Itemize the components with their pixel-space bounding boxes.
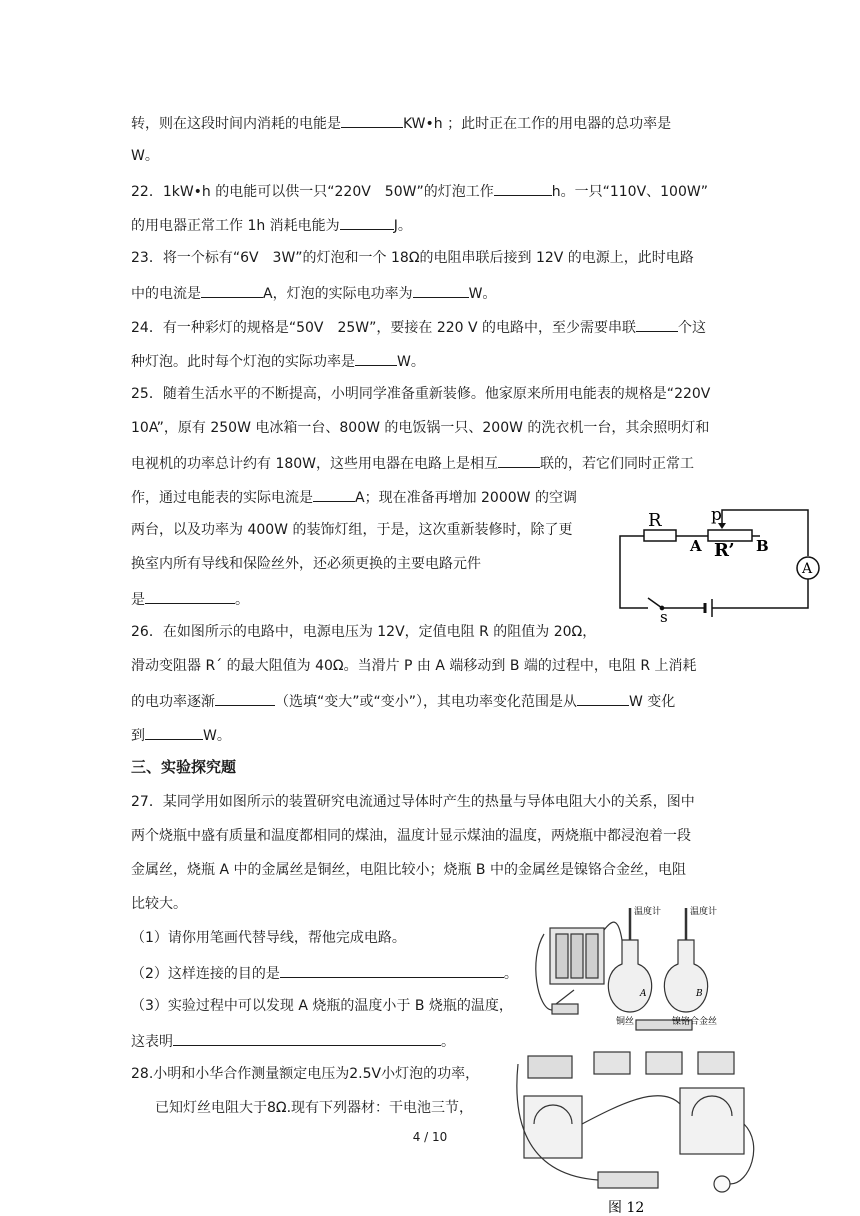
label-r-prime: R’ xyxy=(714,540,735,561)
circuit-r-box xyxy=(644,530,676,541)
circuit-right-wire-bottom xyxy=(740,579,808,608)
q27-line3: 金属丝，烧瓶 A 中的金属丝是铜丝，电阻比较小；烧瓶 B 中的金属丝是镍铬合金丝，电阻 xyxy=(131,862,686,878)
q22-text-mid: h。一只“110V、100W” xyxy=(551,184,708,200)
q22-blank-hours[interactable] xyxy=(494,180,552,196)
label-b-end: B xyxy=(756,537,769,555)
q26-text-3: 的电功率逐渐 xyxy=(131,694,215,710)
section-title: 三、实验探究题 xyxy=(131,758,237,776)
q26-line3 xyxy=(131,690,675,712)
q23-line2 xyxy=(131,282,496,304)
q27-sub2-text: （2）这样连接的目的是 xyxy=(131,966,280,982)
page-number: 4 / 10 xyxy=(412,1130,448,1144)
label-thermo-right: 温度计 xyxy=(690,907,718,917)
q26-line2: 滑动变阻器 R´ 的最大阻值为 40Ω。当滑片 P 由 A 端移动到 B 端的过程中，电阻 R 上消耗 xyxy=(131,658,697,674)
q24-line1 xyxy=(131,316,706,338)
circuit-switch-blade xyxy=(648,598,662,608)
flask-a-icon xyxy=(608,940,651,1012)
q26-blank-from[interactable] xyxy=(577,690,629,706)
circuit-left-wire xyxy=(620,536,644,605)
battery-cell-icon xyxy=(594,1052,630,1074)
label-flask-a: A xyxy=(640,989,647,999)
label-p: p xyxy=(711,505,722,525)
label-copper: 铜丝 xyxy=(616,1017,635,1027)
q24-text-2: 种灯泡。此时每个灯泡的实际功率是 xyxy=(131,354,355,370)
figure-12-caption: 图 12 xyxy=(608,1200,645,1216)
q27-sub2 xyxy=(131,962,518,984)
q27-blank-purpose[interactable] xyxy=(280,962,504,978)
q22-line2 xyxy=(131,214,412,236)
q23-text: 中的电流是 xyxy=(131,286,201,302)
q25-line1: 25．随着生活水平的不断提高，小明同学准备重新装修。他家原来所用电能表的规格是“220V xyxy=(131,386,711,402)
q27-line2: 两个烧瓶中盛有质量和温度都相同的煤油，温度计显示煤油的温度，两烧瓶中都浸泡着一段 xyxy=(131,828,691,844)
q25-line4 xyxy=(131,486,577,508)
q28-line2: 已知灯丝电阻大于8Ω.现有下列器材：干电池三节， xyxy=(155,1100,474,1116)
q27-sub3: （3）实验过程中可以发现 A 烧瓶的温度小于 B 烧瓶的温度， xyxy=(131,998,513,1014)
q25-line3 xyxy=(131,452,694,474)
q23-text-mid: A，灯泡的实际电功率为 xyxy=(263,286,413,302)
switch-icon xyxy=(552,1004,578,1014)
q26-text-4-end: W。 xyxy=(203,728,231,744)
q22-blank-energy[interactable] xyxy=(340,214,394,230)
q25-text-7-end: 。 xyxy=(235,592,249,608)
q25-text-3-end: 联的，若它们同时正常工 xyxy=(540,456,695,472)
q26-blank-to[interactable] xyxy=(145,724,203,740)
q26-text-3-end: W 变化 xyxy=(629,694,676,710)
q25-line7 xyxy=(131,588,249,610)
voltmeter-icon xyxy=(680,1088,744,1154)
q24-blank-count[interactable] xyxy=(636,316,678,332)
q26-text-3-mid: （选填“变大”或“变小”），其电功率变化范围是从 xyxy=(275,694,578,710)
q27-line4: 比较大。 xyxy=(131,896,187,912)
q22-text-end: J。 xyxy=(393,218,412,234)
q24-text-end: 个这 xyxy=(678,320,707,336)
q22-text-2: 的用电器正常工作 1h 消耗电能为 xyxy=(131,218,340,234)
q24-blank-power[interactable] xyxy=(355,350,397,366)
q27-sub4-end: 。 xyxy=(441,1034,455,1050)
q25-text-4-end: A；现在准备再增加 2000W 的空调 xyxy=(355,490,577,506)
q27-sub2-end: 。 xyxy=(503,966,518,982)
label-thermo-left: 温度计 xyxy=(634,907,662,917)
q24-text: 24．有一种彩灯的规格是“50V 25W”，要接在 220 V 的电路中，至少需要串联 xyxy=(131,320,637,336)
q25-blank-current[interactable] xyxy=(313,486,355,502)
circuit-right-wire-top xyxy=(774,510,808,556)
label-a-end: A xyxy=(690,537,702,555)
q25-text-3: 电视机的功率总计约有 180W，这些用电器在电路上是相互 xyxy=(131,456,499,472)
q21-line2 xyxy=(131,146,159,166)
switch-icon xyxy=(528,1056,572,1078)
q21-text-unit: KW•h ；此时正在工作的用电器的总功率是 xyxy=(403,116,672,132)
q25-blank-component[interactable] xyxy=(145,588,235,604)
q26-circuit xyxy=(610,500,820,625)
q26-line4 xyxy=(131,724,231,746)
label-nichrome: 镍铬合金丝 xyxy=(672,1017,718,1027)
rheostat-icon xyxy=(598,1172,658,1188)
battery-cell-icon xyxy=(646,1052,682,1074)
q27-sub4-text: 这表明 xyxy=(131,1034,173,1050)
q25-line5: 两台，以及功率为 400W 的装饰灯组，于是，这次重新装修时，除了更 xyxy=(131,522,573,538)
q27-sub1: （1）请你用笔画代替导线，帮他完成电路。 xyxy=(131,930,406,946)
label-flask-b: B xyxy=(696,989,703,999)
q21-blank-energy[interactable] xyxy=(341,112,403,128)
q22-line1 xyxy=(131,180,708,202)
label-ammeter: A xyxy=(802,561,813,577)
q27-line1: 27．某同学用如图所示的装置研究电流通过导体时产生的热量与导体电阻大小的关系，图中 xyxy=(131,794,695,810)
q27-blank-conclusion[interactable] xyxy=(173,1030,441,1046)
circuit-bottom-left-wire xyxy=(620,605,648,608)
q27-sub4 xyxy=(131,1030,455,1052)
q23-blank-power[interactable] xyxy=(413,282,469,298)
figure-12-apparatus xyxy=(510,1044,770,1216)
lamp-icon xyxy=(714,1176,730,1192)
q21-text: 转，则在这段时间内消耗的电能是 xyxy=(131,116,341,132)
q25-line2: 10A”，原有 250W 电冰箱一台、800W 的电饭锅一只、200W 的洗衣机一台，其余照明灯和 xyxy=(131,420,710,436)
circuit-p-wire xyxy=(722,510,774,527)
battery-cell-icon xyxy=(698,1052,734,1074)
heating-apparatus-figure xyxy=(518,900,758,1042)
label-r: R xyxy=(648,510,662,531)
q26-line1: 26．在如图所示的电路中，电源电压为 12V，定值电阻 R 的阻值为 20Ω， xyxy=(131,624,597,640)
q23-blank-current[interactable] xyxy=(201,282,263,298)
q24-text-end-2: W。 xyxy=(397,354,425,370)
q22-text: 22．1kW•h 的电能可以供一只“220V 50W”的灯泡工作 xyxy=(131,184,494,200)
q21-line1 xyxy=(131,112,671,134)
q26-text-4: 到 xyxy=(131,728,145,744)
q23-text-end: W。 xyxy=(468,286,497,302)
q24-line2 xyxy=(131,350,425,372)
q25-blank-connection[interactable] xyxy=(498,452,540,468)
flask-b-icon xyxy=(664,940,707,1012)
label-switch: s xyxy=(660,608,668,625)
q26-blank-trend[interactable] xyxy=(215,690,275,706)
q25-text-4: 作，通过电能表的实际电流是 xyxy=(131,490,313,506)
q21-text-end: W。 xyxy=(131,148,159,164)
q25-text-7: 是 xyxy=(131,592,145,608)
q28-line1: 28.小明和小华合作测量额定电压为2.5V小灯泡的功率， xyxy=(131,1066,480,1082)
q25-line6: 换室内所有导线和保险丝外，还必须更换的主要电路元件 xyxy=(131,556,481,572)
q23-line1: 23．将一个标有“6V 3W”的灯泡和一个 18Ω的电阻串联后接到 12V 的电源上，此时电路 xyxy=(131,250,694,266)
